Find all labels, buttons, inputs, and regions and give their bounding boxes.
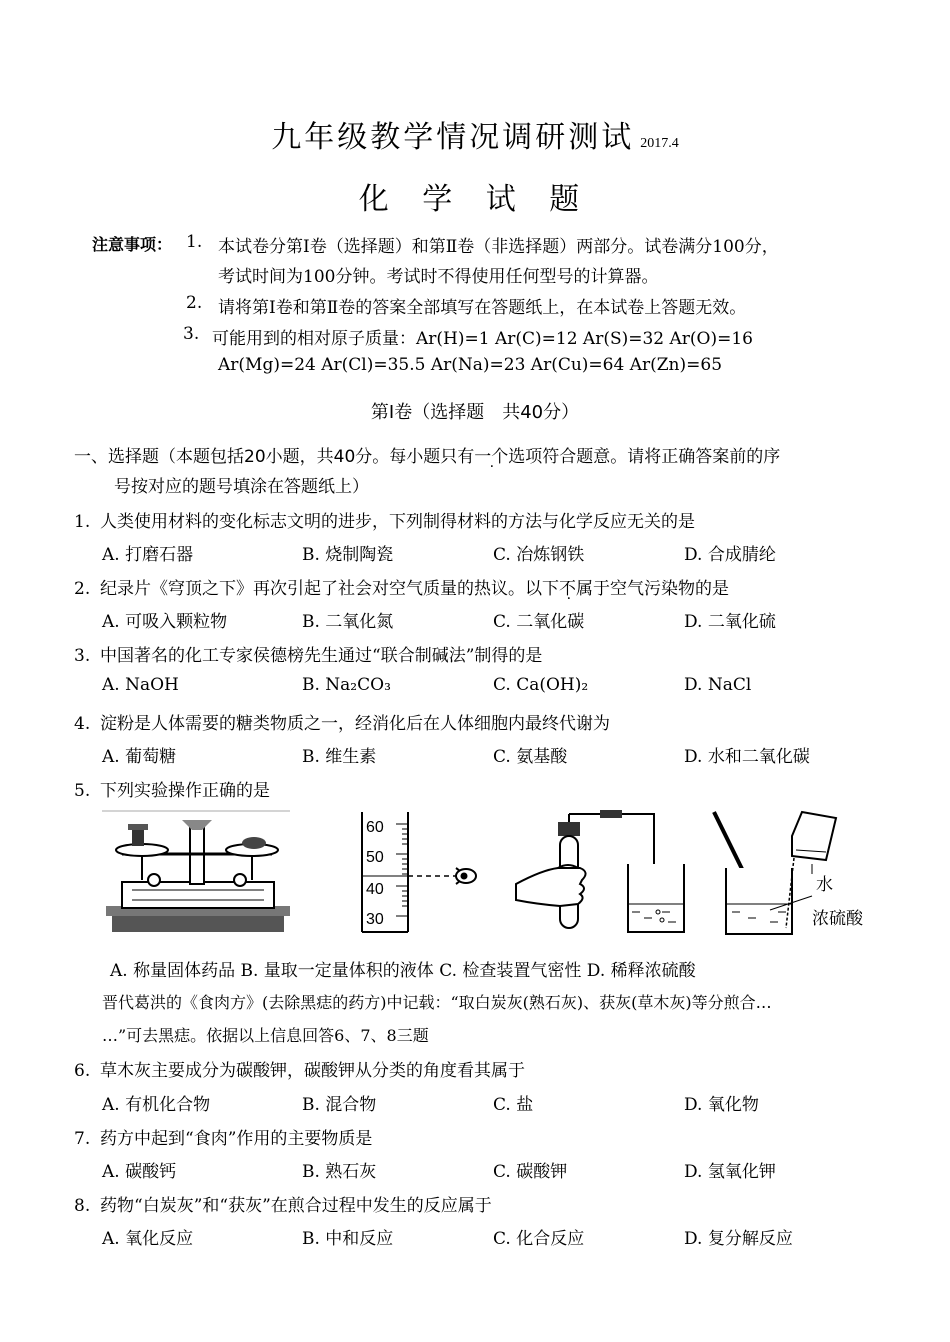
question-emphasis: 不 (559, 579, 576, 599)
question-3 (74, 641, 542, 666)
note-3-line-2: Ar(Mg)=24 Ar(Cl)=35.5 Ar(Na)=23 Ar(Cu)=64 Ar(Zn)=65 (218, 355, 723, 375)
section-heading-line-1 (74, 442, 780, 467)
note-1-line-2: 考试时间为100分钟。考试时不得使用任何型号的计算器。 (218, 267, 659, 287)
airtightness-check-figure (512, 808, 697, 938)
question-number: 5. (74, 781, 91, 801)
question-text: 人类使用材料的变化标志文明的进步，下列制得材料的方法与化学反应无关的是 (100, 512, 695, 532)
passage-line-2: …”可去黑痣。依据以上信息回答6、7、8三题 (102, 1026, 429, 1045)
page-title (0, 112, 950, 156)
heading-text-b: 选项符合题意。请将正确答案前的序 (508, 447, 781, 467)
notes-label: 注意事项： (92, 235, 173, 254)
question-number: 1. (74, 512, 91, 532)
q1-option-c: C. 冶炼钢铁 (493, 545, 585, 565)
question-4 (74, 709, 610, 734)
note-3-line-1: 可能用到的相对原子质量：Ar(H)=1 Ar(C)=12 Ar(S)=32 Ar(O)=16 (212, 329, 753, 349)
q6-option-a: A. 有机化合物 (102, 1095, 211, 1115)
q7-option-b: B. 熟石灰 (302, 1162, 377, 1182)
note-2-num: 2. (186, 293, 203, 313)
note-1-num: 1. (186, 232, 203, 252)
question-text: 药物“白炭灰”和“获灰”在煎合过程中发生的反应属于 (100, 1196, 492, 1216)
question-5 (74, 776, 270, 801)
question-text: 中国著名的化工专家侯德榜先生通过“联合制碱法”制得的是 (100, 646, 543, 666)
q4-option-d: D. 水和二氧化碳 (684, 747, 810, 767)
title-text: 九年级教学情况调研测试 (271, 120, 635, 155)
q3-option-b: B. Na₂CO₃ (302, 675, 391, 695)
section-title: 第Ⅰ卷（选择题 共40分） (370, 402, 580, 423)
q1-option-d: D. 合成腈纶 (684, 545, 776, 565)
q8-option-c: C. 化合反应 (493, 1229, 585, 1249)
q4-option-a: A. 葡萄糖 (102, 747, 177, 767)
question-1 (74, 507, 695, 532)
q2-option-d: D. 二氧化硫 (684, 612, 776, 632)
note-1-line-1: 本试卷分第Ⅰ卷（选择题）和第Ⅱ卷（非选择题）两部分。试卷满分100分， (218, 237, 779, 257)
dilute-sulfuric-acid-figure (708, 808, 873, 940)
heading-text-a: 一、选择题（本题包括20小题，共40分。每小题只有 (74, 447, 475, 467)
question-text: 淀粉是人体需要的糖类物质之一，经消化后在人体细胞内最终代谢为 (100, 714, 610, 734)
figure-captions: A. 称量固体药品 B. 量取一定量体积的液体 C. 检查装置气密性 D. 稀释浓硫酸 (110, 961, 696, 981)
q4-option-c: C. 氨基酸 (493, 747, 568, 767)
q2-option-c: C. 二氧化碳 (493, 612, 585, 632)
question-number: 8. (74, 1196, 91, 1216)
q3-option-c: C. Ca(OH)₂ (493, 675, 589, 695)
q6-option-c: C. 盐 (493, 1095, 534, 1115)
q2-option-a: A. 可吸入颗粒物 (102, 612, 228, 632)
exam-date: 2017.4 (640, 136, 679, 151)
q4-option-b: B. 维生素 (302, 747, 377, 767)
note-2-line-1: 请将第Ⅰ卷和第Ⅱ卷的答案全部填写在答题纸上，在本试卷上答题无效。 (218, 298, 747, 318)
question-2 (74, 574, 729, 599)
q2-option-b: B. 二氧化氮 (302, 612, 394, 632)
cylinder-tick-60: 60 (366, 819, 384, 836)
q1-option-b: B. 烧制陶瓷 (302, 545, 394, 565)
q6-option-b: B. 混合物 (302, 1095, 377, 1115)
question-number: 4. (74, 714, 91, 734)
q1-option-a: A. 打磨石器 (102, 545, 194, 565)
question-number: 2. (74, 579, 91, 599)
question-7 (74, 1124, 372, 1149)
question-8 (74, 1191, 492, 1216)
heading-emphasis: 一个 (474, 447, 509, 467)
label-concentrated-acid: 浓硫酸 (812, 909, 863, 929)
graduated-cylinder-figure (352, 810, 492, 935)
section-heading-line-2: 号按对应的题号填涂在答题纸上） (114, 477, 369, 497)
q8-option-b: B. 中和反应 (302, 1229, 394, 1249)
cylinder-tick-40: 40 (366, 881, 384, 898)
q3-option-d: D. NaCl (684, 675, 752, 695)
q8-option-d: D. 复分解反应 (684, 1229, 793, 1249)
passage-line-1: 晋代葛洪的《食肉方》(去除黑痣的药方)中记载：“取白炭灰(熟石灰)、获灰(草木灰)等分煎合… (102, 993, 772, 1012)
question-number: 3. (74, 646, 91, 666)
q7-option-a: A. 碳酸钙 (102, 1162, 177, 1182)
question-text-a: 纪录片《穹顶之下》再次引起了社会对空气质量的热议。以下 (100, 579, 559, 599)
question-number: 6. (74, 1061, 91, 1081)
question-number: 7. (74, 1129, 91, 1149)
q3-option-a: A. NaOH (102, 675, 179, 695)
note-3-num: 3. (183, 324, 200, 344)
q6-option-d: D. 氧化物 (684, 1095, 759, 1115)
question-text: 药方中起到“食肉”作用的主要物质是 (100, 1129, 373, 1149)
cylinder-tick-50: 50 (366, 849, 384, 866)
q7-option-c: C. 碳酸钾 (493, 1162, 568, 1182)
question-text: 下列实验操作正确的是 (100, 781, 270, 801)
cylinder-tick-30: 30 (366, 911, 384, 928)
question-text: 草木灰主要成分为碳酸钾，碳酸钾从分类的角度看其属于 (100, 1061, 525, 1081)
subject-title: 化 学 试 题 (358, 182, 592, 217)
question-text-b: 属于空气污染物的是 (576, 579, 729, 599)
question-6 (74, 1056, 525, 1081)
q8-option-a: A. 氧化反应 (102, 1229, 194, 1249)
q7-option-d: D. 氢氧化钾 (684, 1162, 776, 1182)
label-water: 水 (816, 875, 833, 895)
balance-scale-figure (102, 810, 292, 935)
